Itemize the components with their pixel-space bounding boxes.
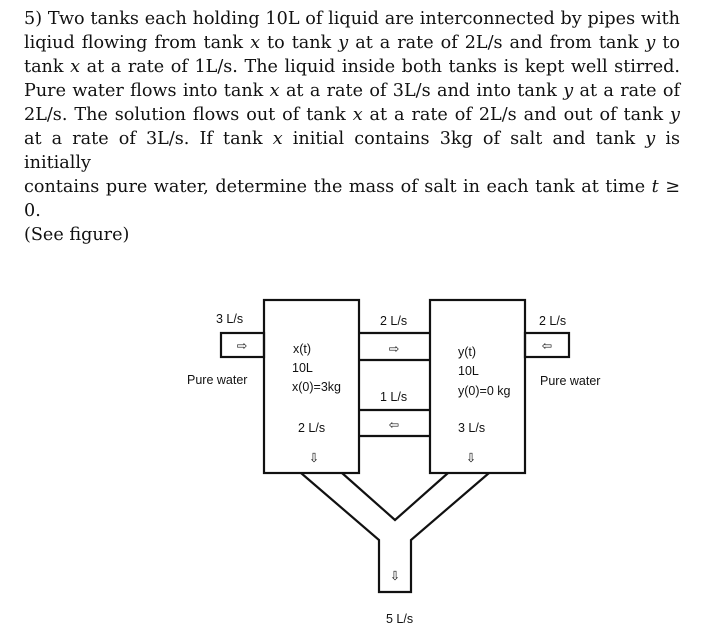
math-variable: y: [645, 129, 656, 149]
text-run: (See figure): [24, 225, 130, 245]
tank-x-name: x(t): [293, 342, 312, 356]
text-run: at a rate of 2L/s and from tank: [348, 33, 646, 53]
combined-outflow-rate: 5 L/s: [386, 612, 414, 626]
text-run: at a rate of: [573, 81, 681, 101]
text-run: to: [655, 33, 681, 53]
text-run: at a rate of 2L/s and out of tank: [362, 105, 671, 125]
math-variable: x: [250, 33, 261, 53]
math-variable: x: [352, 105, 363, 125]
math-variable: y: [670, 105, 680, 125]
arrow-left-icon: ⇦: [388, 418, 400, 432]
text-run: ≥ 0.: [24, 177, 680, 221]
math-variable: y: [645, 33, 656, 53]
arrow-down-icon: ⇩: [389, 569, 401, 583]
text-run: tank: [24, 57, 71, 77]
math-variable: t: [651, 177, 659, 197]
text-run: 5) Two tanks each holding 10L of liquid are interconnected by pipes with: [24, 9, 680, 29]
inflow-x-label: Pure water: [187, 373, 248, 387]
arrow-down-icon: ⇩: [308, 451, 320, 465]
math-variable: y: [338, 33, 349, 53]
pipe-x-to-y-rate: 2 L/s: [380, 314, 408, 328]
math-variable: x: [70, 57, 81, 77]
text-run: at a rate of 1L/s. The liquid inside both tanks is kept well stirred.: [80, 57, 680, 77]
arrow-left-icon: ⇦: [541, 339, 553, 353]
tank-y-name: y(t): [458, 345, 477, 359]
text-run: is initially: [24, 129, 681, 173]
tank-y-volume: 10L: [458, 364, 479, 378]
text-run: at a rate of 3L/s and into tank: [279, 81, 564, 101]
arrow-down-icon: ⇩: [465, 451, 477, 465]
inflow-y-rate: 2 L/s: [539, 314, 567, 328]
text-run: at a rate of 3L/s. If tank: [24, 129, 273, 149]
arrow-right-icon: ⇨: [236, 339, 248, 353]
drain-inner-wall: [342, 473, 448, 520]
arrow-right-icon: ⇨: [388, 342, 400, 356]
math-variable: x: [269, 81, 280, 101]
math-variable: x: [272, 129, 283, 149]
text-run: Pure water flows into tank: [24, 81, 270, 101]
math-variable: y: [563, 81, 574, 101]
text-run: contains pure water, determine the mass of salt in each tank at time: [24, 177, 652, 197]
tank-x-initial: x(0)=3kg: [292, 380, 341, 394]
text-run: to tank: [260, 33, 339, 53]
pipe-y-to-x-rate: 1 L/s: [380, 390, 408, 404]
text-run: 2L/s. The solution flows out of tank: [24, 105, 353, 125]
inflow-y-label: Pure water: [540, 374, 601, 388]
text-run: liqiud flowing from tank: [24, 33, 251, 53]
tank-x-outflow-rate: 2 L/s: [298, 421, 326, 435]
text-run: initial contains 3kg of salt and tank: [282, 129, 646, 149]
tank-y-outflow-rate: 3 L/s: [458, 421, 486, 435]
tank-x-volume: 10L: [292, 361, 313, 375]
inflow-x-rate: 3 L/s: [216, 312, 244, 326]
tank-y-initial: y(0)=0 kg: [458, 384, 511, 398]
